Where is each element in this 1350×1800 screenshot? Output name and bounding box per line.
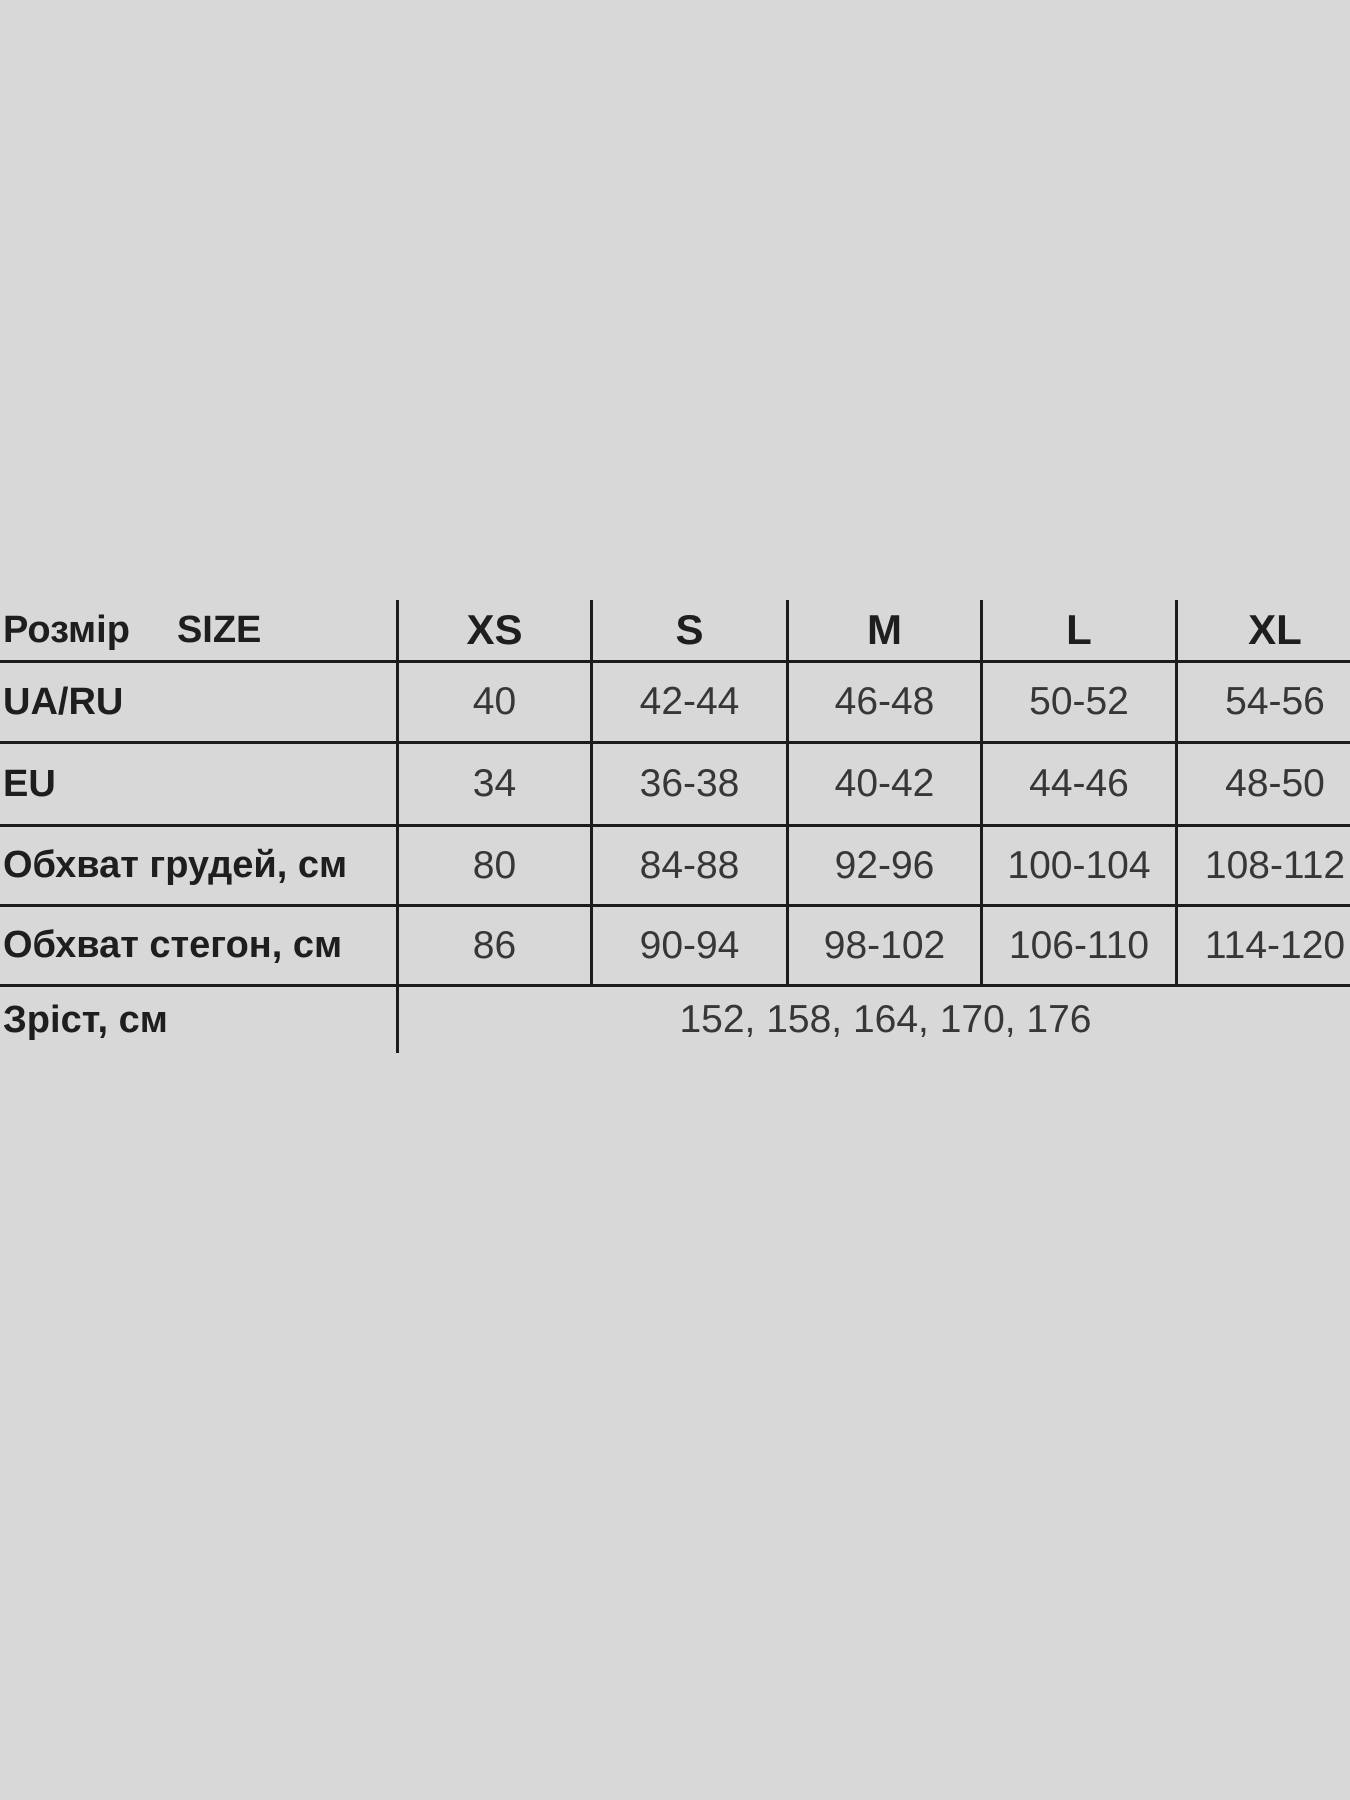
table-row-hips <box>0 907 1350 987</box>
header-size-m: M <box>786 600 980 660</box>
cell-value: 106-110 <box>980 907 1175 984</box>
size-table-header-row <box>0 600 1350 663</box>
cell-value: 86 <box>396 907 590 984</box>
header-label-uk: Розмір <box>3 608 130 651</box>
cell-value: 48-50 <box>1175 744 1350 824</box>
cell-value: 90-94 <box>590 907 786 984</box>
cell-value: 42-44 <box>590 663 786 741</box>
cell-value: 92-96 <box>786 827 980 904</box>
cell-value: 84-88 <box>590 827 786 904</box>
header-label-en: SIZE <box>176 608 262 651</box>
cell-value: 46-48 <box>786 663 980 741</box>
cell-value: 50-52 <box>980 663 1175 741</box>
row-label: EU <box>3 762 56 805</box>
cell-value: 34 <box>396 744 590 824</box>
header-size-xs: XS <box>396 600 590 660</box>
row-label: Зріст, см <box>3 998 168 1041</box>
row-label: Обхват грудей, см <box>3 844 348 886</box>
cell-value: 54-56 <box>1175 663 1350 741</box>
table-row-eu <box>0 744 1350 827</box>
cell-value: 40-42 <box>786 744 980 824</box>
cell-value: 44-46 <box>980 744 1175 824</box>
cell-value: 80 <box>396 827 590 904</box>
header-size-xl: XL <box>1175 600 1350 660</box>
size-table <box>0 600 1350 1053</box>
header-size-l: L <box>980 600 1175 660</box>
table-row-chest <box>0 827 1350 907</box>
merged-height-values: 152, 158, 164, 170, 176 <box>396 987 1350 1053</box>
table-row-height <box>0 987 1350 1053</box>
row-label: UA/RU <box>3 680 124 723</box>
cell-value: 100-104 <box>980 827 1175 904</box>
table-row-ua-ru <box>0 663 1350 744</box>
cell-value: 108-112 <box>1175 827 1350 904</box>
row-label: Обхват стегон, см <box>3 924 343 966</box>
header-size-s: S <box>590 600 786 660</box>
cell-value: 114-120 <box>1175 907 1350 984</box>
header-label-cell <box>0 600 396 660</box>
cell-value: 40 <box>396 663 590 741</box>
cell-value: 36-38 <box>590 744 786 824</box>
cell-value: 98-102 <box>786 907 980 984</box>
